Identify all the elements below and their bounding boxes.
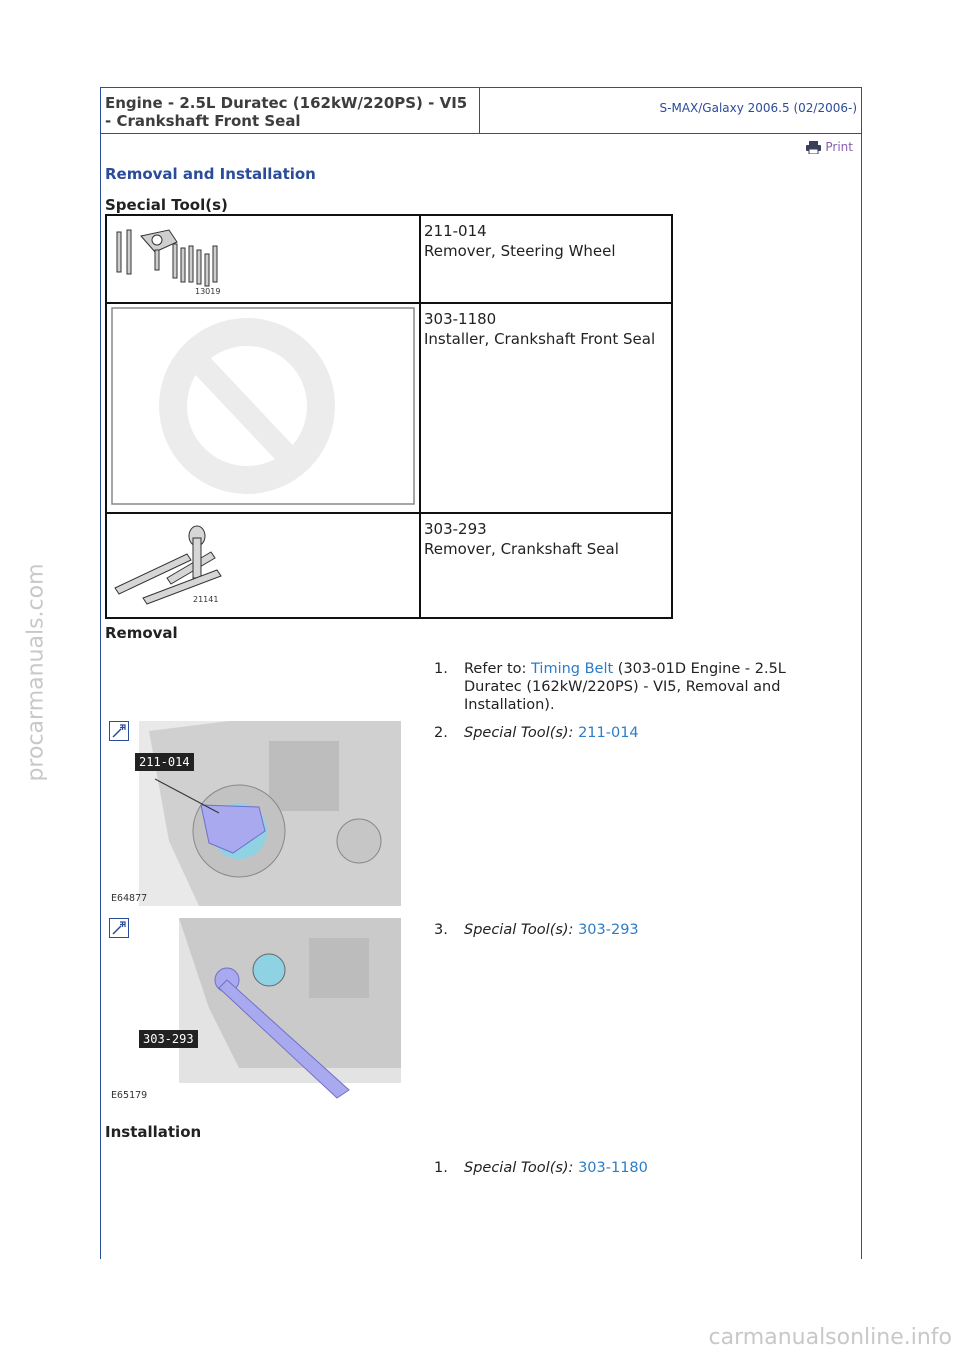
timing-belt-link[interactable]: Timing Belt [531,661,614,677]
document-header [101,88,861,134]
tool-303-1180-link[interactable]: 303-1180 [578,1160,648,1176]
step-label: Special Tool(s): [464,725,579,741]
tool-image-cell [106,215,420,303]
print-label: Print [825,140,853,154]
figure-callout-label: 211-014 [135,753,194,771]
step-number: 1. [434,661,448,677]
removal-heading: Removal [105,624,178,642]
engine-illustration [109,918,401,1103]
tool-image-cell [106,303,420,513]
tool-number: 211-014 [424,222,487,240]
tool-name: Remover, Steering Wheel [424,242,616,260]
side-watermark: procarmanuals.com [23,563,49,782]
tool-figure-id: 21141 [193,595,219,604]
step-text [464,921,834,939]
figure-callout-label: 303-293 [139,1030,198,1048]
installation-step-1 [434,1159,834,1177]
tool-row [106,215,672,303]
tool-number: 303-293 [424,520,487,538]
special-tools-heading: Special Tool(s) [105,196,228,214]
tool-name: Remover, Crankshaft Seal [424,540,619,558]
tool-303-293-link[interactable]: 303-293 [578,922,639,938]
no-image-placeholder [107,304,419,508]
tool-row [106,513,672,618]
step-suffix: (303-01D Engine - 2.5L Duratec (162kW/220PS) - VI5, Removal and Installation). [464,661,786,713]
page-frame [100,87,862,1259]
print-button[interactable] [806,140,853,154]
crankshaft-seal-remover-image [107,514,419,613]
tool-info-cell [420,303,672,513]
steering-wheel-remover-image [107,216,419,298]
vehicle-model: S-MAX/Galaxy 2006.5 (02/2006-) [659,101,857,115]
tool-info-cell [420,215,672,303]
step-label: Special Tool(s): [464,922,579,938]
tool-figure-id: 13019 [195,287,221,296]
removal-step-1 [434,660,834,714]
step-number: 2. [434,725,448,741]
step-number: 1. [434,1160,448,1176]
step-prefix: Refer to: [464,661,531,677]
zoom-icon[interactable] [109,918,129,938]
special-tools-table [105,214,673,619]
removal-step-3-figure [109,918,401,1103]
tool-name: Installer, Crankshaft Front Seal [424,330,656,348]
printer-icon [806,141,821,154]
step-text [464,1159,834,1177]
figure-id: E64877 [111,893,148,904]
zoom-icon[interactable] [109,721,129,741]
tool-row [106,303,672,513]
installation-heading: Installation [105,1123,202,1141]
step-text [464,660,834,714]
removal-step-2-figure [109,721,401,906]
engine-illustration [109,721,401,906]
figure-id: E65179 [111,1090,148,1101]
removal-step-3 [434,921,834,939]
document-title: Engine - 2.5L Duratec (162kW/220PS) - VI5 - Crankshaft Front Seal [105,94,468,130]
tool-image-cell [106,513,420,618]
footer-watermark: carmanualsonline.info [708,1325,952,1350]
header-divider [479,88,480,133]
tool-number: 303-1180 [424,310,497,328]
step-text [464,724,834,742]
removal-step-2 [434,724,834,742]
step-number: 3. [434,922,448,938]
tool-info-cell [420,513,672,618]
section-title: Removal and Installation [105,165,316,183]
tool-211-014-link[interactable]: 211-014 [578,725,639,741]
step-label: Special Tool(s): [464,1160,579,1176]
